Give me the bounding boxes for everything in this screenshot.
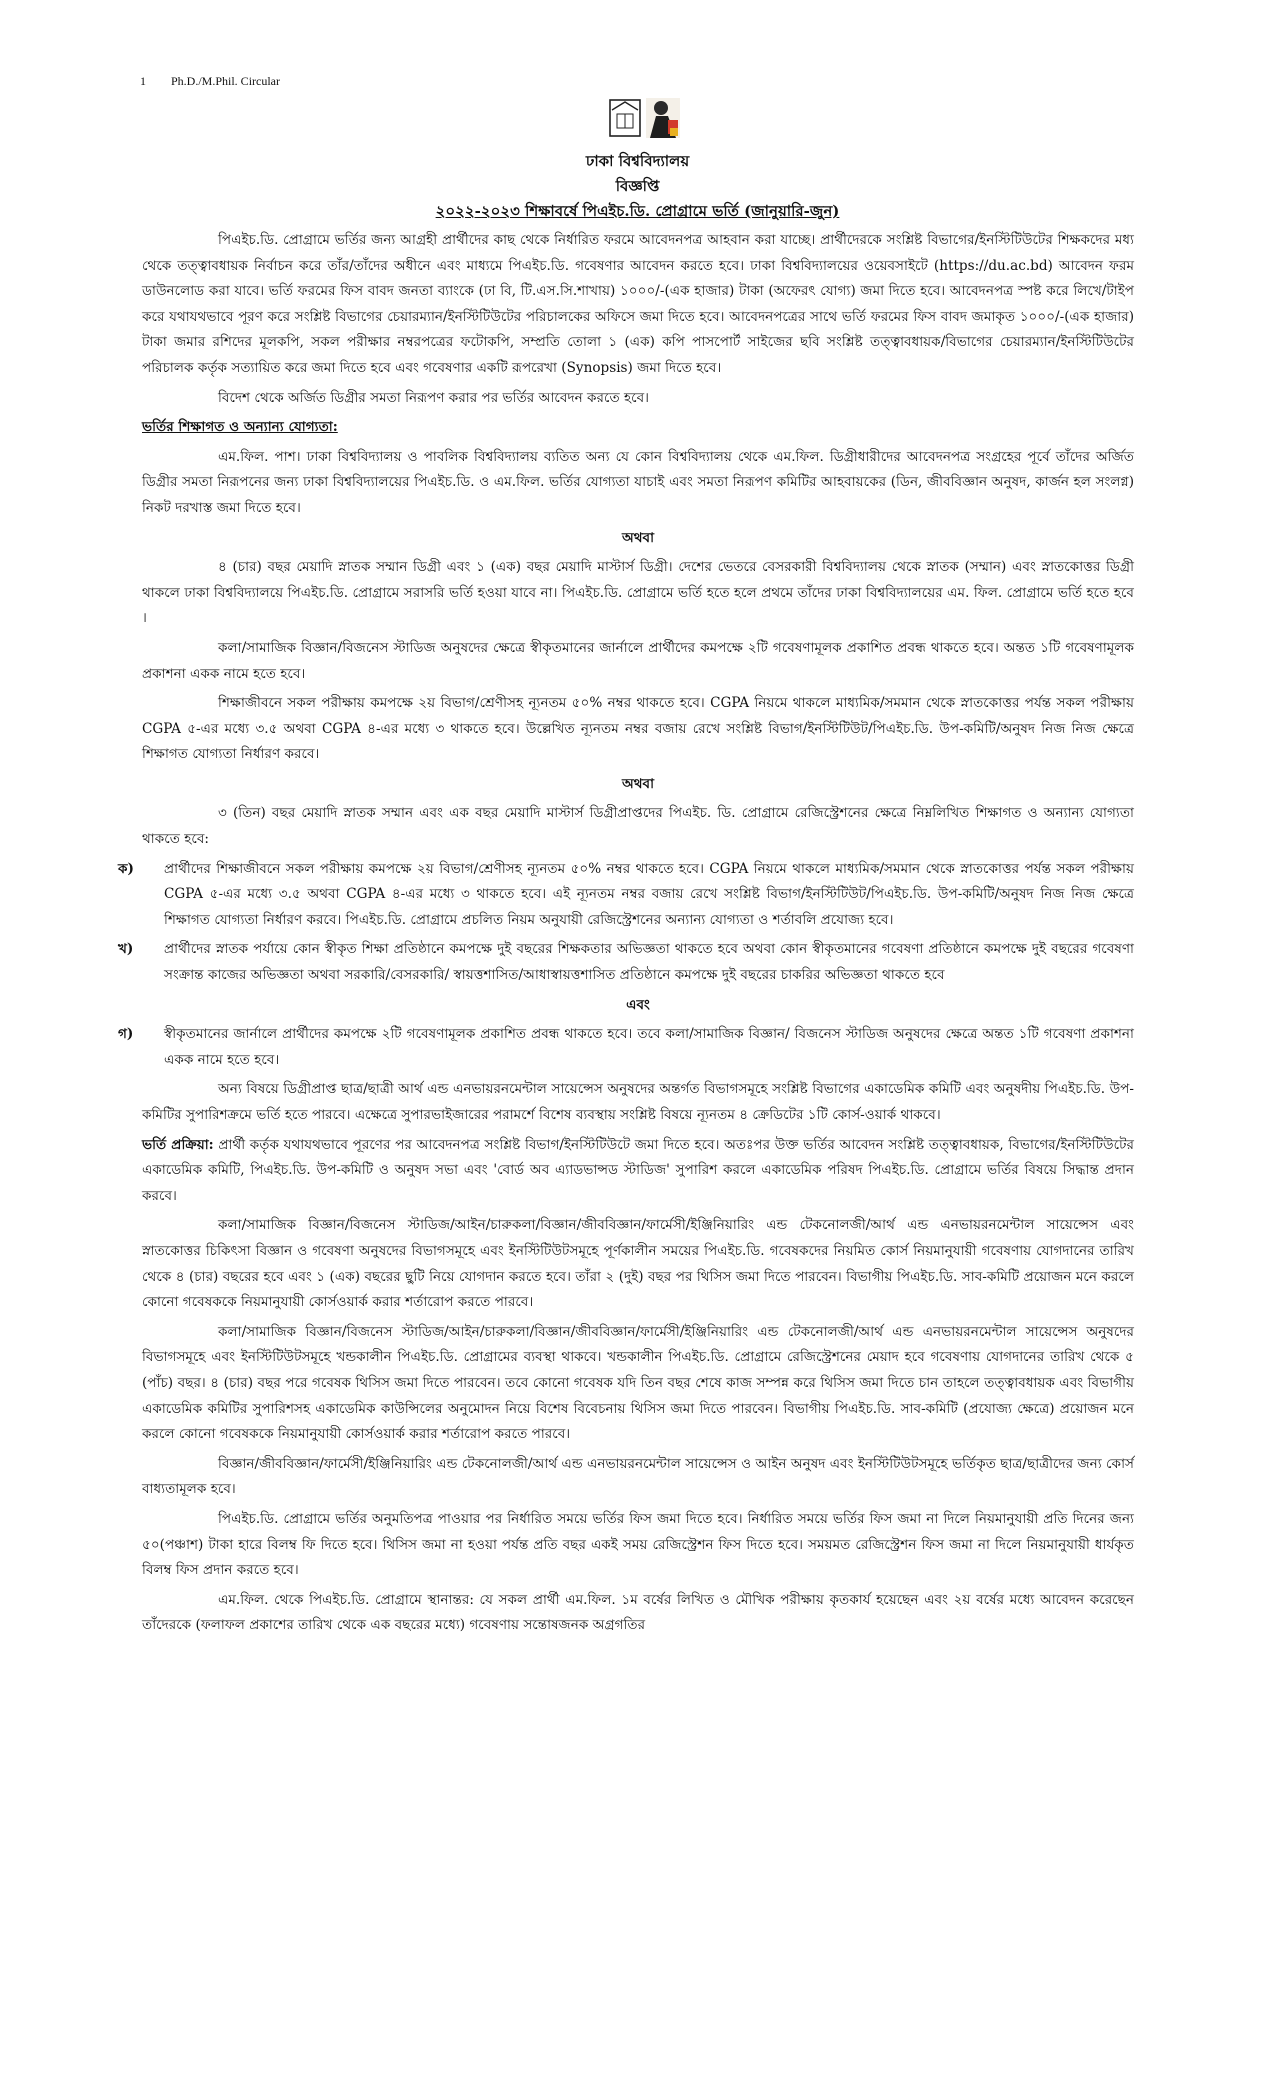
page-header — [140, 74, 280, 89]
other-subject-paragraph: অন্য বিষয়ে ডিগ্রীপ্রাপ্ত ছাত্র/ছাত্রী আর্থ এন্ড এনভায়রনমেন্টাল সায়েন্সেস অনুষদের অন্তর্গত বিভাগসমূহে সংশ্লিষ্ট বিভাগের একাডেমিক কমিটি এবং অনুষদীয় পিএইচ.ডি. উপ-কমিটির সুপারিশক্রমে ভর্তি হতে পারবে। এক্ষেত্রে সুপারভাইজারের পরামর্শে বিশেষ ব্যবস্থায় সংশ্লিষ্ট বিষয়ে ন্যূনতম ৪ ক্রেডিটের ১টি কোর্স-ওয়ার্ক থাকবে। — [142, 1081, 1134, 1123]
university-logo — [590, 92, 700, 144]
list-item-text: স্বীকৃতমানের জার্নালে প্রার্থীদের কমপক্ষে ২টি গবেষণামূলক প্রকাশিত প্রবন্ধ থাকতে হবে। তবে কলা/সামাজিক বিজ্ঞান/ বিজনেস স্টাডিজ অনুষদের ক্ষেত্রে অন্তত ১টি গবেষণা প্রকাশনা একক নামে হতে হবে। — [164, 1026, 1134, 1068]
eligibility-marks-paragraph: শিক্ষাজীবনে সকল পরীক্ষায় কমপক্ষে ২য় বিভাগ/শ্রেণীসহ ন্যূনতম ৫০% নম্বর থাকতে হবে। CGPA নিয়মে থাকলে মাধ্যমিক/সমমান থেকে স্নাতকোত্তর পর্যন্ত সকল পরীক্ষায় CGPA ৫-এর মধ্যে ৩.৫ অথবা CGPA ৪-এর মধ্যে ৩ থাকতে হবে। উল্লেখিত ন্যূনতম নম্বর বজায় রেখে সংশ্লিষ্ট বিভাগ/ইনস্টিটিউট/পিএইচ.ডি. উপ-কমিটি/অনুষদ নিজ নিজ ক্ষেত্রে শিক্ষাগত যোগ্যতা নির্ধারণ করবে। — [142, 695, 1134, 763]
transfer-paragraph: এম.ফিল. থেকে পিএইচ.ডি. প্রোগ্রামে স্থানান্তর: যে সকল প্রার্থী এম.ফিল. ১ম বর্ষের লিখিত ও মৌখিক পরীক্ষায় কৃতকার্য হয়েছেন এবং ২য় বর্ষের মধ্যে আবেদন করেছেন তাঁদেরকে (ফলাফল প্রকাশের তারিখ থেকে এক বছরের মধ্যে) গবেষণায় সন্তোষজনক অগ্রগতির — [142, 1591, 1134, 1634]
list-marker: ক) — [118, 860, 134, 877]
page-number: 1 — [140, 74, 146, 88]
list-marker: খ) — [118, 941, 134, 958]
eligibility-mphil-paragraph: এম.ফিল. পাশ। ঢাকা বিশ্ববিদ্যালয় ও পাবলিক বিশ্ববিদ্যালয় ব্যতিত অন্য যে কোন বিশ্ববিদ্যালয় থেকে এম.ফিল. ডিগ্রীধারীদের আবেদনপত্র সংগ্রহের পূর্বে তাঁদের অর্জিত ডিগ্রীর সমতা নিরূপনের জন্য ঢাকা বিশ্ববিদ্যালয়ের পিএইচ.ডি. ও এম.ফিল. ভর্তির যোগ্যতা যাচাই এবং সমতা নিরূপণ কমিটির আহবায়কের (ডিন, জীববিজ্ঞান অনুষদ, কার্জন হল সংলগ্ন) নিকট দরখাস্ত জমা দিতে হবে। — [142, 448, 1134, 516]
fulltime-paragraph: কলা/সামাজিক বিজ্ঞান/বিজনেস স্টাডিজ/আইন/চারুকলা/বিজ্ঞান/জীববিজ্ঞান/ফার্মেসী/ইঞ্জিনিয়ারিং এন্ড টেকনোলজী/আর্থ এন্ড এনভায়রনমেন্টাল সায়েন্সেস এবং স্নাতকোত্তর চিকিৎসা বিজ্ঞান ও গবেষণা অনুষদের বিভাগসমূহে এবং ইনস্টিটিউটসমূহে পূর্ণকালীন সময়ের পিএইচ.ডি. গবেষকদের নিয়মিত কোর্স নিয়মানুযায়ী গবেষণায় যোগদানের তারিখ থেকে ৪ (চার) বছরের হবে এবং ১ (এক) বছরের ছুটি নিয়ে যোগদান করতে হবে। তাঁরা ২ (দুই) বছর পর থিসিস জমা দিতে পারবেন। বিভাগীয় পিএইচ.ডি. সাব-কমিটি প্রয়োজন মনে করলে কোনো গবেষককে নিয়মানুযায়ী কোর্সওয়ার্ক করার শর্তারোপ করতে পারবে। — [142, 1217, 1134, 1311]
or-separator: অথবা — [621, 529, 655, 546]
and-separator: এবং — [626, 996, 650, 1013]
admission-process-text: প্রার্থী কর্তৃক যথাযথভাবে পূরণের পর আবেদনপত্র সংশ্লিষ্ট বিভাগ/ইনস্টিটিউটে জমা দিতে হবে। অতঃপর উক্ত ভর্তির আবেদন সংশ্লিষ্ট তত্ত্বাবধায়ক, বিভাগের/ইনস্টিটিউটের একাডেমিক কমিটি, পিএইচ.ডি. উপ-কমিটি ও অনুষদ সভা এবং 'বোর্ড অব এ্যাডভান্সড স্টাডিজ' সুপারিশ করলে একাডেমিক পরিষদ পিএইচ.ডি. প্রোগ্রামে ভর্তির বিষয়ে সিদ্ধান্ত প্রদান করবে। — [142, 1136, 1134, 1204]
eligibility-three-year-paragraph: ৩ (তিন) বছর মেয়াদি স্নাতক সম্মান এবং এক বছর মেয়াদি মাস্টার্স ডিগ্রীপ্রাপ্তদের পিএইচ. ডি. প্রোগ্রামে রেজিস্ট্রেশনের ক্ষেত্রে নিম্নলিখিত শিক্ষাগত ও অন্যান্য যোগ্যতা থাকতে হবে: — [142, 805, 1134, 848]
foreign-degree-paragraph: বিদেশ থেকে অর্জিত ডিগ্রীর সমতা নিরূপণ করার পর ভর্তির আবেদন করতে হবে। — [218, 389, 650, 406]
notice-subtitle: ২০২২-২০২৩ শিক্ষাবর্ষে পিএইচ.ডি. প্রোগ্রামে ভর্তি (জানুয়ারি-জুন) — [435, 202, 840, 220]
parttime-paragraph: কলা/সামাজিক বিজ্ঞান/বিজনেস স্টাডিজ/আইন/চারুকলা/বিজ্ঞান/জীববিজ্ঞান/ফার্মেসী/ইঞ্জিনিয়ারিং এন্ড টেকনোলজী/আর্থ এন্ড এনভায়রনমেন্টাল সায়েন্সেস অনুষদের বিভাগসমূহে এবং ইনস্টিটিউটসমূহে খন্ডকালীন পিএইচ.ডি. প্রোগ্রামের ব্যবস্থা থাকবে। খন্ডকালীন পিএইচ.ডি. প্রোগ্রামে রেজিস্ট্রেশনের মেয়াদ হবে গবেষণায় যোগদানের তারিখ থেকে ৫ (পাঁচ) বছর। ৪ (চার) বছর পরে গবেষক থিসিস জমা দিতে পারবেন। তবে কোনো গবেষক যদি তিন বছর শেষে কাজ সম্পন্ন করে থিসিস জমা দিতে চান তাহলে তত্ত্বাবধায়ক এবং বিভাগীয় একাডেমিক কমিটির সুপারিশসহ একাডেমিক কাউন্সিলের অনুমোদন নিয়ে বিশেষ বিবেচনায় থিসিস জমা দিতে পারবেন। বিভাগীয় পিএইচ.ডি. সাব-কমিটি (প্রযোজ্য ক্ষেত্রে) প্রয়োজন মনে করলে কোনো গবেষককে নিয়মানুযায়ী কোর্সওয়ার্ক করার শর্তারোপ করতে পারবে। — [142, 1323, 1134, 1443]
list-item-text: প্রার্থীদের স্নাতক পর্যায়ে কোন স্বীকৃত শিক্ষা প্রতিষ্ঠানে কমপক্ষে দুই বছরের শিক্ষকতার অভিজ্ঞতা থাকতে হবে অথবা কোন স্বীকৃতমানের গবেষণা প্রতিষ্ঠানে কমপক্ষে দুই বছরের গবেষণা সংক্রান্ত কাজের অভিজ্ঞতা অথবা সরকারি/বেসরকারি/ স্বায়ত্তশাসিত/আধাস্বায়ত্তশাসিত প্রতিষ্ঠানে কমপক্ষে দুই বছরের চাকরির অভিজ্ঞতা থাকতে হবে — [164, 941, 1134, 984]
eligibility-heading: ভর্তির শিক্ষাগত ও অন্যান্য যোগ্যতা: — [142, 419, 338, 436]
list-item — [118, 937, 1134, 988]
list-item — [118, 857, 1134, 934]
fee-paragraph: পিএইচ.ডি. প্রোগ্রামে ভর্তির অনুমতিপত্র পাওয়ার পর নির্ধারিত সময়ে ভর্তির ফিস জমা দিতে হবে। নির্ধারিত সময়ে ভর্তির ফিস জমা না দিলে নিয়মানুযায়ী প্রতি দিনের জন্য ৫০(পঞ্চাশ) টাকা হারে বিলম্ব ফি দিতে হবে। থিসিস জমা না হওয়া পর্যন্ত প্রতি বছর একই সময় রেজিস্ট্রেশন ফিস দিতে হবে। সময়মত রেজিস্ট্রেশন ফিস জমা না দিলে নিয়মানুযায়ী ধার্যকৃত বিলম্ব ফিস প্রদান করতে হবে। — [142, 1510, 1134, 1579]
intro-paragraph: পিএইচ.ডি. প্রোগ্রামে ভর্তির জন্য আগ্রহী প্রার্থীদের কাছ থেকে নির্ধারিত ফরমে আবেদনপত্র আহবান করা যাচ্ছে। প্রার্থীদেরকে সংশ্লিষ্ট বিভাগের/ইনস্টিটিউটের শিক্ষকদের মধ্য থেকে তত্ত্বাবধায়ক নির্বাচন করে তাঁর/তাঁদের অধীনে এবং মাধ্যমে পিএইচ.ডি. গবেষণার আবেদন করতে হবে। ঢাকা বিশ্ববিদ্যালয়ের ওয়েবসাইটে (https://du.ac.bd) আবেদন ফরম ডাউনলোড করা যাবে। ভর্তি ফরমের ফিস বাবদ জনতা ব্যাংকে (ঢা বি, টি.এস.সি.শাখায়) ১০০০/-(এক হাজার) টাকা (অফেরৎ যোগ্য) জমা দিতে হবে। আবেদনপত্র স্পষ্ট করে লিখে/টাইপ করে যথাযথভাবে পূরণ করে সংশ্লিষ্ট বিভাগের চেয়ারম্যান/ইনস্টিটিউটের পরিচালকের অফিসে জমা দিতে হবে। আবেদনপত্রের সাথে ভর্তি ফরমের ফিস বাবদ জমাকৃত ১০০০/-(এক হাজার) টাকা জমার রশিদের মূলকপি, সকল পরীক্ষার নম্বরপত্রের ফটোকপি, সম্প্রতি তোলা ১ (এক) কপি পাসপোর্ট সাইজের ছবি সংশ্লিষ্ট তত্ত্বাবধায়ক/বিভাগের চেয়ারম্যান/ইনস্টিটিউটের পরিচালক কর্তৃক সত্যায়িত করে জমা দিতে হবে এবং গবেষণার একটি রূপরেখা (Synopsis) জমা দিতে হবে। — [142, 232, 1134, 376]
logo-emblem-icon — [590, 92, 700, 144]
doc-label: Ph.D./M.Phil. Circular — [171, 74, 281, 88]
list-item — [118, 1022, 1134, 1073]
or-separator: অথবা — [621, 775, 655, 792]
circular-body — [118, 228, 1134, 1643]
university-name: ঢাকা বিশ্ববিদ্যালয় — [585, 152, 690, 170]
eligibility-publication-paragraph: কলা/সামাজিক বিজ্ঞান/বিজনেস স্টাডিজ অনুষদের ক্ষেত্রে স্বীকৃতমানের জার্নালে প্রার্থীদের কমপক্ষে ২টি গবেষণামূলক প্রকাশিত প্রবন্ধ থাকতে হবে। অন্তত ১টি গবেষণামূলক প্রকাশনা একক নামে হতে হবে। — [142, 639, 1134, 682]
admission-process-lead: ভর্তি প্রক্রিয়া: — [142, 1136, 214, 1153]
notice-title: বিজ্ঞপ্তি — [615, 177, 660, 195]
eligibility-four-year-paragraph: ৪ (চার) বছর মেয়াদি স্নাতক সম্মান ডিগ্রী এবং ১ (এক) বছর মেয়াদি মাস্টার্স ডিগ্রী। দেশের ভেতরে বেসরকারী বিশ্ববিদ্যালয় থেকে স্নাতক (সম্মান) এবং স্নাতকোত্তর ডিগ্রী থাকলে ঢাকা বিশ্ববিদ্যালয়ে পিএইচ.ডি. প্রোগ্রামে সরাসরি ভর্তি হওয়া যাবে না। পিএইচ.ডি. প্রোগ্রামে ভর্তি হতে হলে প্রথমে তাঁদের ঢাকা বিশ্ববিদ্যালয়ের এম. ফিল. প্রোগ্রামে ভর্তি হতে হবে । — [142, 559, 1134, 627]
course-paragraph: বিজ্ঞান/জীববিজ্ঞান/ফার্মেসী/ইঞ্জিনিয়ারিং এন্ড টেকনোলজী/আর্থ এন্ড এনভায়রনমেন্টাল সায়েন্সেস ও আইন অনুষদ এবং ইনস্টিটিউটসমূহে ভর্তিকৃত ছাত্র/ছাত্রীদের জন্য কোর্স বাধ্যতামূলক হবে। — [142, 1455, 1134, 1498]
list-item-text: প্রার্থীদের শিক্ষাজীবনে সকল পরীক্ষায় কমপক্ষে ২য় বিভাগ/শ্রেণীসহ ন্যূনতম ৫০% নম্বর থাকতে হবে। CGPA নিয়মে থাকলে মাধ্যমিক/সমমান থেকে স্নাতকোত্তর পর্যন্ত সকল পরীক্ষায় CGPA ৫-এর মধ্যে ৩.৫ অথবা CGPA ৪-এর মধ্যে ৩ থাকতে হবে। এই ন্যূনতম নম্বর বজায় রেখে সংশ্লিষ্ট বিভাগ/ইনস্টিটিউট/পিএইচ.ডি. উপ-কমিটি/অনুষদ নিজ নিজ ক্ষেত্রে শিক্ষাগত যোগ্যতা নির্ধারণ করবে। পিএইচ.ডি. প্রোগ্রামে প্রচলিত নিয়ম অনুযায়ী রেজিস্ট্রেশনের অন্যান্য যোগ্যতা ও শর্তাবলি প্রযোজ্য হবে। — [164, 860, 1134, 928]
admission-process-paragraph — [142, 1133, 1134, 1210]
list-marker: গ) — [118, 1026, 134, 1043]
